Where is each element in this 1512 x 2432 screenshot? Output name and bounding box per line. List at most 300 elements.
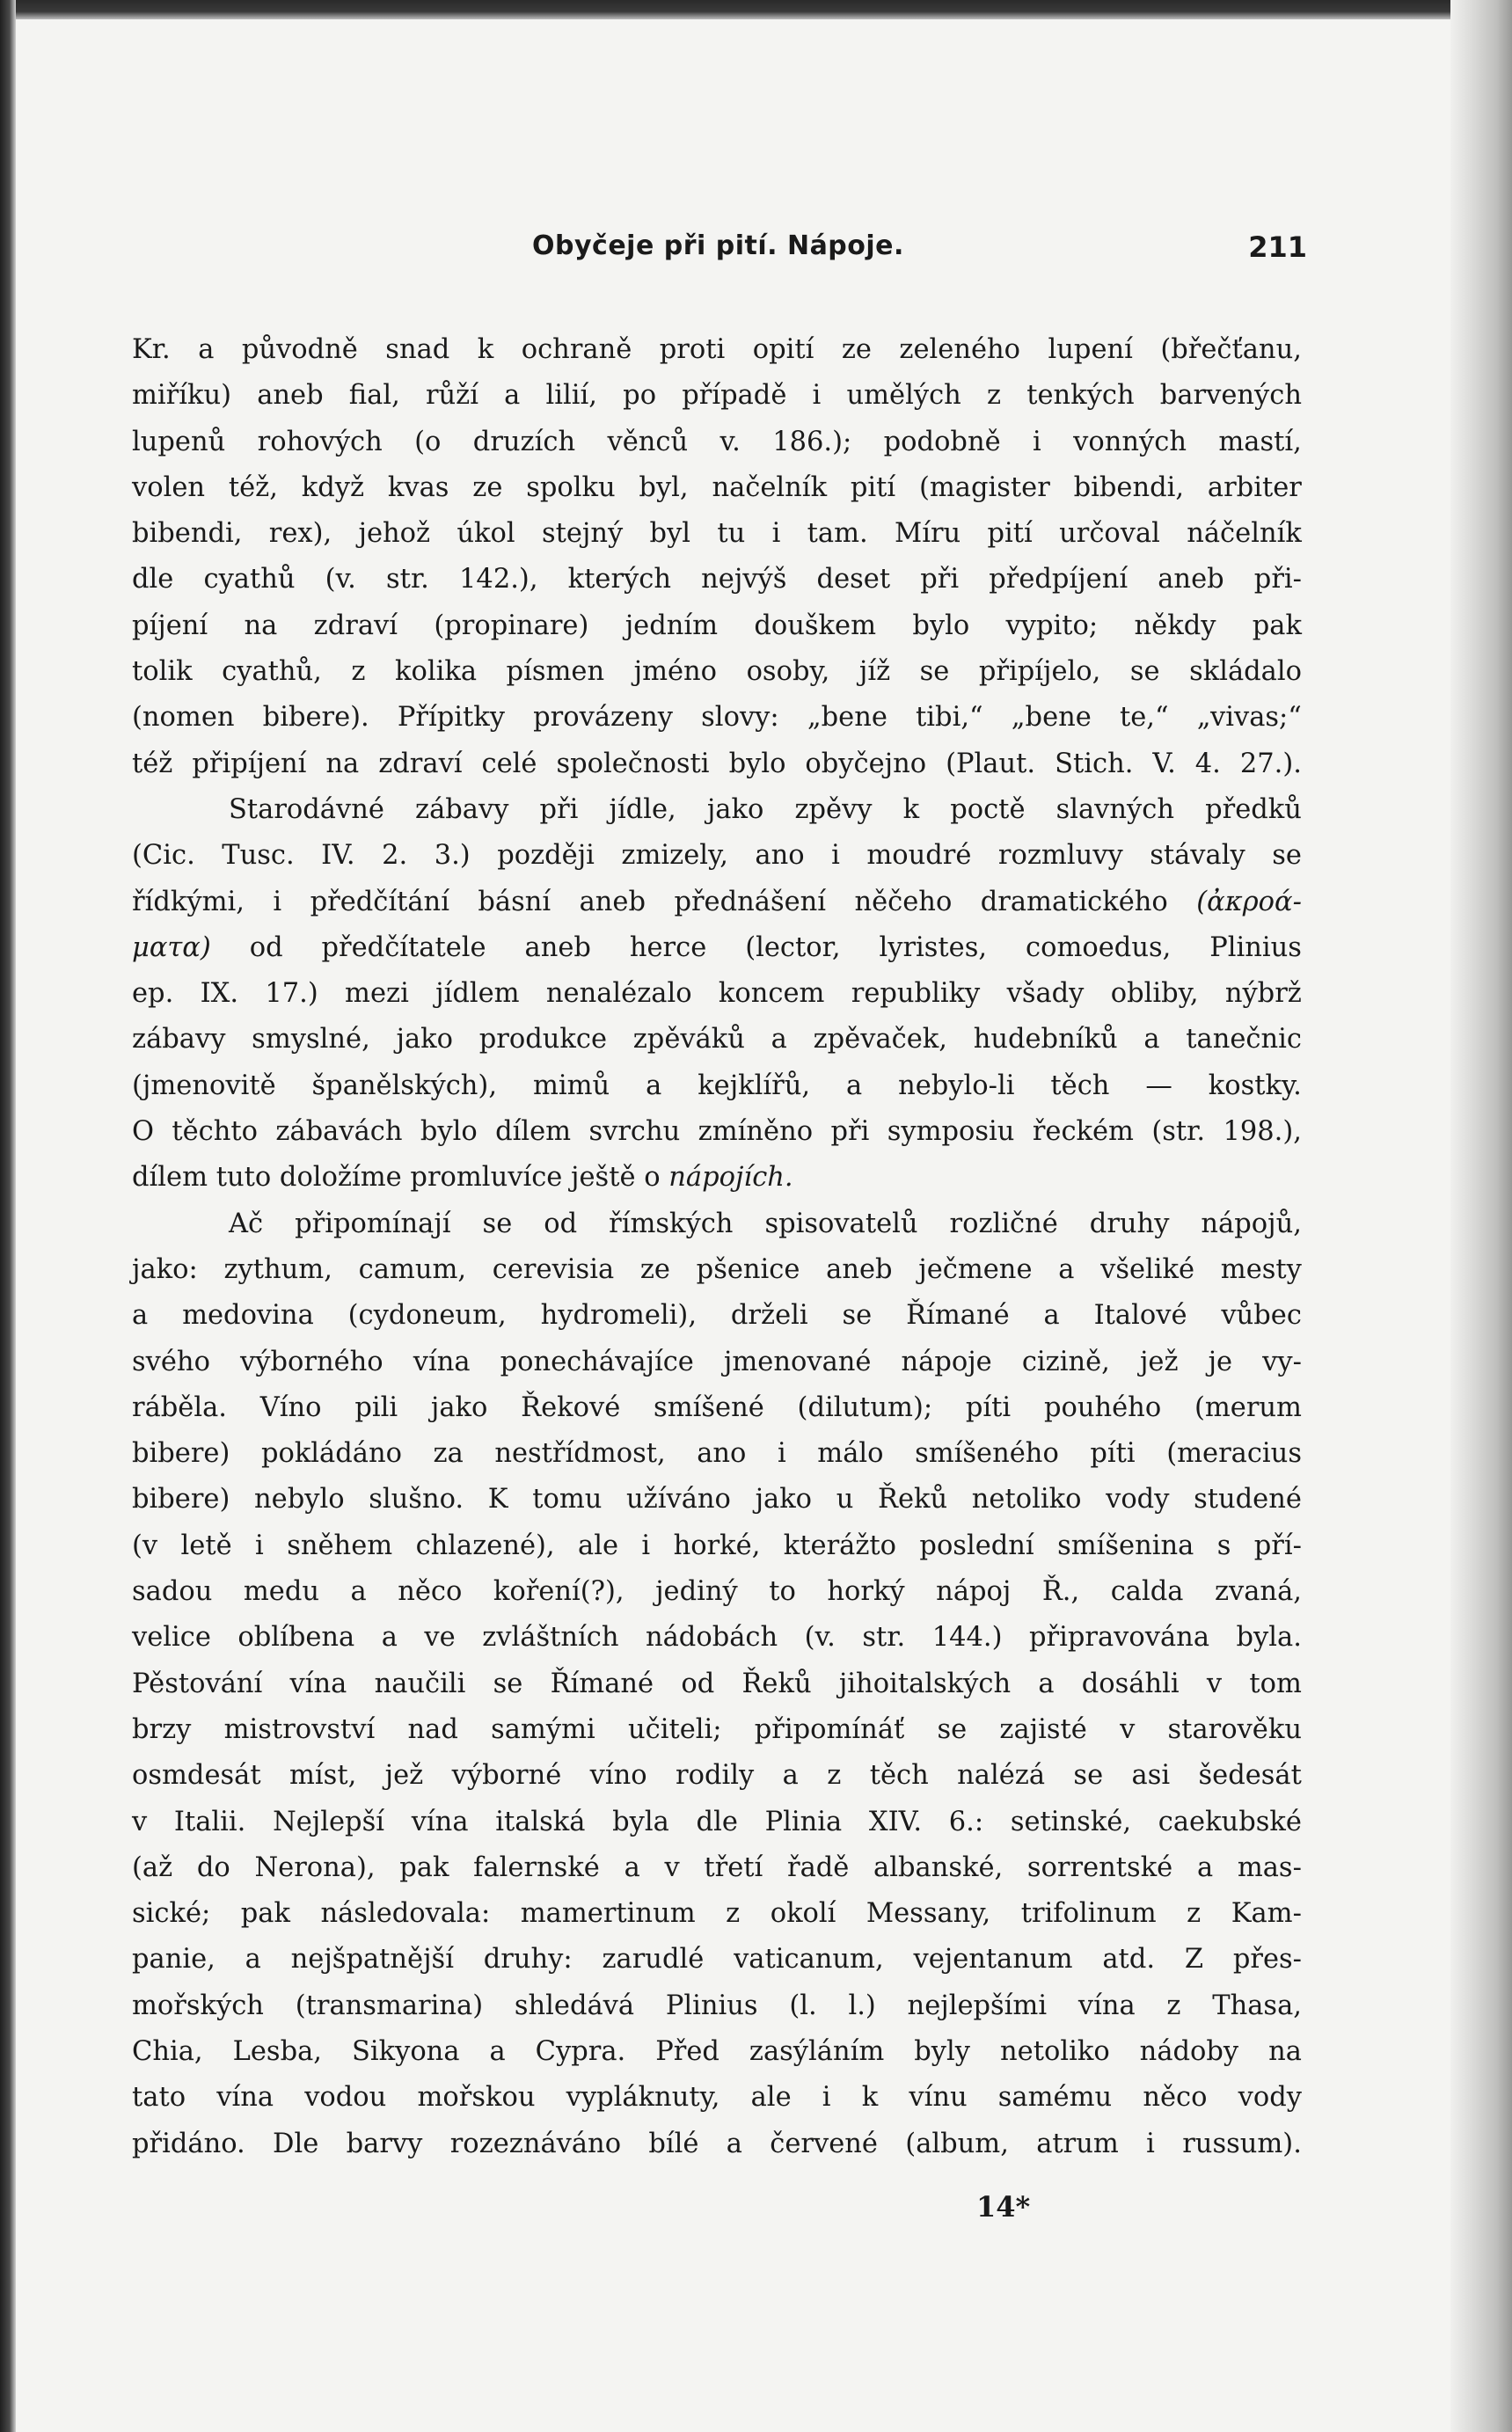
- word: bílé: [648, 2128, 699, 2159]
- word: bibere): [132, 1438, 230, 1470]
- word: byla.: [1236, 1622, 1302, 1654]
- word: ze: [639, 1253, 670, 1285]
- word: píti: [1090, 1438, 1136, 1470]
- word: smíšené: [654, 1391, 764, 1423]
- word: aneb: [524, 931, 591, 963]
- page-content: [132, 230, 1307, 2167]
- word: vody: [1238, 2082, 1302, 2114]
- word: úkol: [457, 518, 515, 550]
- word: se: [937, 1713, 968, 1745]
- word: připomínáť: [754, 1713, 905, 1745]
- word: Z: [1184, 1944, 1204, 1976]
- word: Kam-: [1231, 1898, 1302, 1930]
- word: básní: [478, 886, 551, 917]
- word: s: [1216, 1530, 1231, 1561]
- word: nádobách: [645, 1622, 778, 1654]
- word: píti: [965, 1391, 1012, 1423]
- word: Římané: [906, 1300, 1010, 1332]
- word: barvených: [1159, 380, 1302, 412]
- word: později: [497, 840, 595, 872]
- word: (cydoneum,: [347, 1300, 507, 1332]
- text-line: [132, 1615, 1302, 1661]
- text-line: [132, 1431, 1302, 1477]
- word: rohových: [257, 426, 383, 457]
- word: obyčejno: [805, 748, 927, 779]
- word: drželi: [730, 1300, 808, 1332]
- text-line: [132, 2122, 1302, 2167]
- word: pak: [240, 1898, 290, 1930]
- word: (str.: [1151, 1116, 1206, 1148]
- word: učiteli;: [627, 1713, 722, 1745]
- word: načelník: [712, 471, 828, 503]
- word: 142.),: [459, 564, 538, 595]
- word: něco: [1143, 2082, 1208, 2114]
- word: Ř.,: [1041, 1576, 1080, 1608]
- word: lilií,: [545, 380, 597, 412]
- word: K: [487, 1484, 508, 1515]
- word: (v: [132, 1530, 158, 1561]
- word: (transmarina): [295, 1990, 484, 2021]
- scan-edge-right: [1450, 0, 1512, 2432]
- word: 186.);: [772, 426, 852, 457]
- word: bibere).: [262, 702, 369, 734]
- word: vejentanum: [913, 1944, 1073, 1976]
- word: a: [1196, 1851, 1214, 1883]
- word: též: [132, 748, 173, 779]
- word: 2.: [382, 840, 408, 872]
- word: kostky.: [1208, 1070, 1302, 1101]
- word: te,“: [1119, 702, 1169, 734]
- text-line: [132, 1569, 1302, 1615]
- word: kolika: [395, 656, 478, 688]
- word: i: [822, 2082, 831, 2114]
- word: jediný: [655, 1576, 738, 1608]
- word: rodily: [676, 1760, 755, 1792]
- word: IX.: [200, 978, 239, 1010]
- word: a: [646, 1070, 662, 1101]
- word: bibendi,: [1073, 471, 1185, 503]
- word: řeckém: [1032, 1116, 1134, 1148]
- word: a: [771, 1024, 787, 1055]
- word: jídle,: [609, 793, 676, 825]
- word: Nejlepší: [273, 1806, 384, 1837]
- word: sorrentské: [1026, 1851, 1173, 1883]
- word: Sikyona: [351, 2035, 460, 2067]
- word: Italové: [1093, 1300, 1187, 1332]
- word: zajisté: [999, 1713, 1087, 1745]
- word: sněhem: [287, 1530, 393, 1561]
- word: (magister: [918, 471, 1050, 503]
- word: (břečťanu,: [1160, 334, 1302, 365]
- word: 198.),: [1223, 1116, 1302, 1148]
- word: proti: [659, 334, 726, 365]
- word: tom: [1249, 1668, 1302, 1699]
- word: za: [433, 1438, 464, 1470]
- word: pili: [354, 1391, 398, 1423]
- word: jako:: [132, 1253, 198, 1285]
- text-line: [132, 925, 1302, 971]
- word: Lesba,: [232, 2035, 322, 2067]
- word: zdraví: [313, 610, 398, 641]
- word: jehož: [358, 518, 431, 550]
- word: —: [1145, 1070, 1172, 1101]
- word: zábavy: [415, 793, 509, 825]
- word: ματα): [132, 931, 211, 963]
- word: Řekové: [521, 1391, 621, 1423]
- word: je: [1208, 1346, 1233, 1377]
- word: ještě: [571, 1162, 645, 1194]
- word: kterážto: [783, 1530, 897, 1561]
- word: smyslné,: [252, 1024, 370, 1055]
- word: ponechávajíce: [500, 1346, 694, 1377]
- body-text: [132, 327, 1302, 2167]
- word: jedním: [625, 610, 719, 641]
- word: se: [493, 1668, 523, 1699]
- word: lupení: [1048, 334, 1133, 365]
- text-line: [132, 465, 1302, 511]
- word: stejný: [541, 518, 624, 550]
- word: a: [381, 1622, 398, 1654]
- word: zvláštních: [482, 1622, 619, 1654]
- word: předpíjení: [989, 564, 1129, 595]
- text-line: [132, 1845, 1302, 1891]
- word: míst,: [289, 1760, 357, 1792]
- text-line: [132, 1891, 1302, 1937]
- word: při: [920, 564, 960, 595]
- word: druhy:: [483, 1944, 573, 1976]
- word: comoedus,: [1026, 931, 1172, 963]
- word: (v.: [804, 1622, 836, 1654]
- word: pšenice: [696, 1253, 800, 1285]
- word: i: [777, 1438, 786, 1470]
- word: nenalézalo: [545, 978, 692, 1010]
- word: ráběla.: [132, 1391, 227, 1423]
- word: studené: [1194, 1484, 1302, 1515]
- word: setinské,: [1010, 1806, 1132, 1837]
- word: v: [664, 1851, 680, 1883]
- word: fial,: [348, 380, 400, 412]
- word: tam.: [807, 518, 868, 550]
- word: zábavy: [132, 1024, 226, 1055]
- text-line: [132, 420, 1302, 465]
- word: osoby,: [746, 656, 830, 688]
- word: zpěvy: [794, 793, 873, 825]
- word: cerevisia: [492, 1253, 615, 1285]
- word: dílem: [132, 1162, 216, 1194]
- text-line: [132, 1155, 1302, 1201]
- word: starověku: [1167, 1713, 1302, 1745]
- word: ano: [755, 840, 805, 872]
- word: svého: [132, 1346, 210, 1377]
- running-head-title: Obyčeje při pití. Nápoje.: [532, 230, 904, 261]
- word: (nomen: [132, 702, 235, 734]
- word: málo: [817, 1438, 884, 1470]
- word: víno: [589, 1760, 647, 1792]
- word: se: [1073, 1760, 1104, 1792]
- word: Kr.: [132, 334, 171, 365]
- word: jako: [706, 793, 764, 825]
- word: Před: [655, 2035, 719, 2067]
- word: (l.: [789, 1990, 817, 2021]
- word: něčeho: [854, 886, 953, 917]
- word: i: [273, 886, 282, 917]
- word: chlazené),: [415, 1530, 555, 1561]
- word: to: [769, 1576, 796, 1608]
- word: atd.: [1102, 1944, 1156, 1976]
- word: z: [986, 380, 1002, 412]
- word: a: [504, 380, 521, 412]
- page-number: 211: [1248, 230, 1307, 264]
- word: vody: [1106, 1484, 1170, 1515]
- text-line: [132, 2075, 1302, 2121]
- word: do: [196, 1851, 230, 1883]
- text-line: [132, 1937, 1302, 1983]
- word: připomínají: [295, 1208, 451, 1239]
- word: dílem: [495, 1116, 572, 1148]
- word: arbiter: [1207, 471, 1302, 503]
- word: zmizely,: [621, 840, 728, 872]
- text-line: [132, 880, 1302, 925]
- word: zythum,: [223, 1253, 332, 1285]
- word: na: [244, 610, 278, 641]
- word: vonných: [1073, 426, 1187, 457]
- word: opití: [752, 334, 814, 365]
- word: dle: [132, 564, 174, 595]
- word: a: [1043, 1300, 1060, 1332]
- word: od: [544, 1208, 578, 1239]
- word: zasýláním: [749, 2035, 885, 2067]
- word: koření(?),: [493, 1576, 625, 1608]
- text-line: [132, 741, 1302, 787]
- word: od: [681, 1668, 715, 1699]
- word: bylo: [912, 610, 970, 641]
- word: k: [902, 793, 920, 825]
- word: zarudlé: [602, 1944, 705, 1976]
- word: přes-: [1232, 1944, 1302, 1976]
- word: cyathů,: [222, 656, 322, 688]
- word: všeliké: [1100, 1253, 1195, 1285]
- word: se: [482, 1208, 513, 1239]
- word: vína: [289, 1668, 347, 1699]
- word: byl: [649, 518, 691, 550]
- text-line: [132, 971, 1302, 1017]
- word: ze: [472, 471, 503, 503]
- word: „bene: [1011, 702, 1092, 734]
- word: shledává: [514, 1990, 635, 2021]
- word: sické;: [132, 1898, 211, 1930]
- text-line: [132, 1477, 1302, 1523]
- word: u: [836, 1484, 854, 1515]
- word: samému: [997, 2082, 1113, 2114]
- word: pokládáno: [260, 1438, 402, 1470]
- word: (lector,: [745, 931, 841, 963]
- word: ječmene: [918, 1253, 1033, 1285]
- word: nebylo: [254, 1484, 345, 1515]
- text-line: [132, 1063, 1302, 1109]
- word: i: [831, 840, 840, 872]
- word: spisovatelů: [764, 1208, 918, 1239]
- word: hudebníků: [973, 1024, 1118, 1055]
- word: nápoj: [936, 1576, 1012, 1608]
- word: caekubské: [1158, 1806, 1302, 1837]
- word: nalézá: [957, 1760, 1046, 1792]
- word: hydromeli),: [540, 1300, 698, 1332]
- word: a: [726, 2128, 742, 2159]
- word: španělských),: [311, 1070, 498, 1101]
- word: a: [350, 1576, 367, 1608]
- word: červené: [770, 2128, 878, 2159]
- text-line: [132, 1983, 1302, 2029]
- word: případě: [682, 380, 787, 412]
- word: tuto: [215, 1162, 280, 1194]
- word: str.: [862, 1622, 906, 1654]
- word: symposiu: [887, 1116, 1015, 1148]
- word: mořských: [132, 1990, 264, 2021]
- scan-edge-left: [0, 0, 16, 2432]
- word: albanské,: [873, 1851, 1004, 1883]
- word: připíjení: [192, 748, 307, 779]
- word: i: [812, 380, 822, 412]
- word: V.: [1152, 748, 1176, 779]
- word: nad: [407, 1713, 458, 1745]
- word: barvy: [346, 2128, 423, 2159]
- word: při: [539, 793, 579, 825]
- text-line: [132, 1247, 1302, 1293]
- word: v.: [719, 426, 741, 457]
- word: lupenů: [132, 426, 226, 457]
- word: a: [198, 334, 215, 365]
- word: okolí: [770, 1898, 836, 1930]
- word: volen: [132, 471, 206, 503]
- word: píjení: [132, 610, 208, 641]
- word: osmdesát: [132, 1760, 261, 1792]
- word: a: [132, 1300, 149, 1332]
- word: Plinius: [665, 1990, 758, 2021]
- word: bibendi,: [132, 518, 243, 550]
- word: a: [624, 1851, 640, 1883]
- word: zpěváků: [632, 1024, 745, 1055]
- word: přidáno.: [132, 2128, 245, 2159]
- word: tenkých: [1026, 380, 1135, 412]
- word: vypláknuty,: [566, 2082, 720, 2114]
- word: (meracius: [1166, 1438, 1302, 1470]
- word: 3.): [434, 840, 471, 872]
- word: vodou: [304, 2082, 387, 2114]
- text-line: [132, 327, 1302, 373]
- word: jež: [1139, 1346, 1179, 1377]
- word: umělých: [846, 380, 961, 412]
- word: na: [325, 748, 360, 779]
- word: stávaly: [1150, 840, 1245, 872]
- word: nápojích.: [668, 1162, 793, 1194]
- word: netoliko: [971, 1484, 1082, 1515]
- word: Messany,: [866, 1898, 991, 1930]
- word: velice: [132, 1622, 211, 1654]
- word: vína: [216, 2082, 274, 2114]
- word: rex),: [268, 518, 332, 550]
- word: kterých: [567, 564, 671, 595]
- word: spolku: [526, 471, 616, 503]
- word: 6.:: [948, 1806, 984, 1837]
- text-line: [132, 1201, 1302, 1247]
- word: Přípitky: [397, 702, 505, 734]
- word: deset: [816, 564, 891, 595]
- word: (dilutum);: [797, 1391, 933, 1423]
- word: provázeny: [533, 702, 674, 734]
- word: naučili: [374, 1668, 466, 1699]
- word: ochraně: [521, 334, 632, 365]
- word: něco: [398, 1576, 463, 1608]
- word: obliby,: [1110, 978, 1199, 1010]
- word: mořskou: [417, 2082, 536, 2114]
- running-head: [132, 230, 1307, 273]
- word: zdraví: [378, 748, 463, 779]
- word: věnců: [607, 426, 689, 457]
- word: původně: [241, 334, 358, 365]
- word: camum,: [358, 1253, 467, 1285]
- word: Římané: [550, 1668, 654, 1699]
- word: též,: [228, 471, 278, 503]
- word: předčítatele: [321, 931, 486, 963]
- word: vínu: [909, 2082, 968, 2114]
- word: trifolinum: [1020, 1898, 1157, 1930]
- word: Plinius: [1209, 931, 1302, 963]
- word: 17.): [265, 978, 318, 1010]
- word: XIV.: [868, 1806, 923, 1837]
- word: str.: [386, 564, 429, 595]
- word: netoliko: [1000, 2035, 1110, 2067]
- word: aneb: [579, 886, 646, 917]
- word: atrum: [1036, 2128, 1119, 2159]
- word: smíšenina: [1057, 1530, 1194, 1561]
- text-line: [132, 1800, 1302, 1845]
- word: užíváno: [626, 1484, 731, 1515]
- word: slušno.: [369, 1484, 464, 1515]
- word: medovina: [182, 1300, 314, 1332]
- text-line: [132, 2029, 1302, 2075]
- word: Řeků: [878, 1484, 948, 1515]
- word: jako: [755, 1484, 813, 1515]
- word: jako: [396, 1024, 454, 1055]
- word: douškem: [754, 610, 877, 641]
- word: (až: [132, 1851, 173, 1883]
- word: předků: [1205, 793, 1302, 825]
- word: vína: [413, 1346, 471, 1377]
- word: pouhého: [1043, 1391, 1162, 1423]
- word: nápojů,: [1201, 1208, 1302, 1239]
- word: o: [644, 1162, 669, 1194]
- text-line: [132, 695, 1302, 741]
- text-line: [132, 1385, 1302, 1431]
- word: aneb: [826, 1253, 893, 1285]
- word: Stich.: [1055, 748, 1134, 779]
- word: samými: [491, 1713, 595, 1745]
- word: russum).: [1182, 2128, 1302, 2159]
- word: se: [842, 1300, 873, 1332]
- word: z: [1166, 1990, 1181, 2021]
- word: svrchu: [588, 1116, 681, 1148]
- word: vypito;: [1005, 610, 1099, 641]
- word: pití: [987, 518, 1033, 550]
- word: náčelník: [1187, 518, 1302, 550]
- text-line: [132, 1340, 1302, 1385]
- word: byl,: [639, 471, 689, 503]
- word: nejšpatnější: [290, 1944, 454, 1976]
- word: jídlem: [435, 978, 520, 1010]
- word: zvaná,: [1214, 1576, 1302, 1608]
- word: Thasa,: [1212, 1990, 1302, 2021]
- word: rozeznáváno: [449, 2128, 622, 2159]
